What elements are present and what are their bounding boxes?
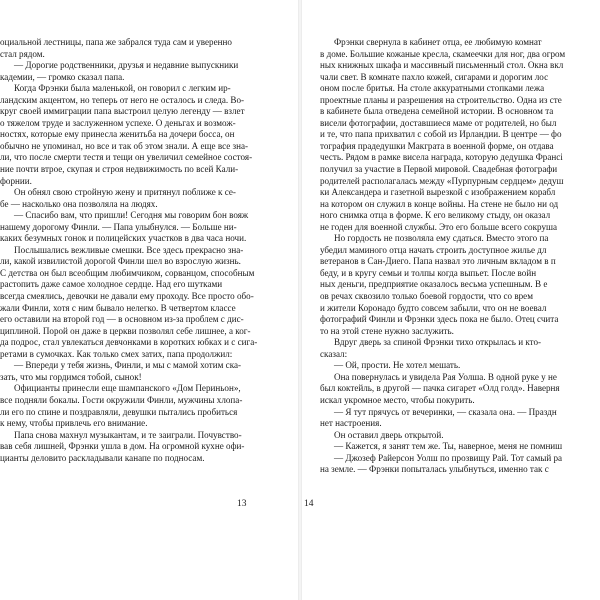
text-line: Он оставил дверь открытой. <box>334 429 444 440</box>
right-page-number: 14 <box>304 499 314 509</box>
text-line: нашему дорогому Финли. — Папа улыбнулся. — Больше ни- <box>0 221 237 232</box>
text-line: цианты деловито раскладывали канапе по подносам. <box>0 452 205 463</box>
text-line: — Впереди у тебя жизнь, Финли, и мы с мамой хотим ска- <box>14 360 242 371</box>
left-page <box>0 0 298 600</box>
text-line: на котором он служил в конце войны. На стене не было ни од <box>320 198 559 209</box>
text-line: проектные планы и разрешения на строительство. Одна из сте <box>320 94 562 105</box>
text-line: ных деньги, предприятие оказалось весьма успешным. В е <box>320 279 548 290</box>
text-line: тография прадедушки Макграта в военной форме, он отдава <box>320 140 554 151</box>
text-line: растопить даже самое холодное сердце. Над его шутками <box>0 279 223 290</box>
text-line: ных книжных шкафа и массивный письменный стол. Окна вкл <box>320 60 564 71</box>
text-line: и жители Коронадо будто совсем забыли, что он не воевал <box>320 302 547 313</box>
text-line: его оставили на второй год — в основном из-за проблем с дис- <box>0 314 244 325</box>
text-line: Фрэнки свернула в кабинет отца, ее любимую комнат <box>334 37 542 47</box>
text-line: ландским акцентом, но теперь от него не осталось и следа. Во- <box>0 94 245 105</box>
text-line: — Джозеф Райерсон Уолш по прозвищу Рай. Тот самый ра <box>334 452 563 463</box>
text-line: ретами в сумочках. Как только смех затих, папа продолжил: <box>0 348 233 359</box>
text-line: родителей располагалась между «Пурпурным сердцем» дедуш <box>320 175 564 186</box>
text-line: на земле. — Фрэнки попыталась улыбнуться, именно так с <box>320 464 549 475</box>
text-line: искал укромное место, чтобы покурить. <box>320 394 475 405</box>
text-line: был коктейль, в другой — пачка сигарет «Олд голд». Наверня <box>320 383 560 394</box>
text-line: о тяжелом труде и заслуженном успехе. О деньгах и возмож- <box>0 117 236 128</box>
text-line: — Кажется, я занят тем же. Ты, наверное, меня не помниш <box>334 441 563 452</box>
text-line: бе — насколько она позволяла на людях. <box>0 198 158 209</box>
text-line: обычно не упоминал, но все и так об этом знали. А еще все зна- <box>0 140 249 151</box>
text-line: ветеранов в Сан-Диего. Папа назвал это личным вкладом в п <box>320 256 556 267</box>
text-line: всегда смеялись, девочки не давали ему проходу. Все просто обо- <box>0 291 254 302</box>
text-line: стал рядом. <box>0 48 45 59</box>
text-line: к нему, чтобы привлечь его внимание. <box>0 418 148 429</box>
text-line: ов речах сквозило только боевой гордости, что со врем <box>320 291 533 302</box>
right-page-text <box>320 37 598 476</box>
text-line: то на этой стене нужно заслужить. <box>320 325 454 336</box>
right-page <box>302 0 600 600</box>
text-line: в кабинете была отведена семейной истории. В основном та <box>320 106 554 117</box>
text-line: Когда Фрэнки была маленькой, он говорил с легким ир- <box>14 83 231 94</box>
text-line: ли, какой извилистой дорогой Финли шел во взрослую жизнь. <box>0 256 241 267</box>
text-line: получил за участие в Первой мировой. Свадебная фотографи <box>320 164 558 175</box>
text-line: — Ой, прости. Не хотел мешать. <box>334 360 461 371</box>
text-line: ки Александера и газетной вырезкой с изображением корабл <box>320 187 556 198</box>
text-line: С детства он был всеобщим любимчиком, сорванцом, способным <box>0 267 255 278</box>
text-line: все подняли бокалы. Гости окружили Финли, мужчины хлопа- <box>0 394 243 405</box>
text-line: Официанты принесли еще шампанского «Дом Периньон», <box>14 383 241 394</box>
text-line: беду, и в кругу семьи и толпы когда выпьет. После войн <box>320 267 537 278</box>
text-line: Послышались вежливые смешки. Все здесь прекрасно зна- <box>14 244 244 255</box>
text-line: зать, что мы гордимся тобой, сынок! <box>0 371 142 382</box>
left-page-text <box>0 37 294 464</box>
text-line: фотографий Финли и Фрэнки здесь пока не было. Отец счита <box>320 314 559 325</box>
text-line: сказал: <box>320 348 348 359</box>
text-line: Она повернулась и увидела Рая Уолша. В одной руке у не <box>334 371 557 382</box>
text-line: чали свет. В комнате пахло кожей, сигарами и дорогим лос <box>320 71 549 82</box>
text-line: Он обнял свою стройную жену и притянул поближе к се- <box>14 187 236 198</box>
text-line: ного снимка отца в форме. К его великому стыду, он оказал <box>320 210 551 221</box>
text-line: каких безумных гонок и полицейских участков в два часа ночи. <box>0 233 247 244</box>
text-line: кадемии, — громко сказал папа. <box>0 71 125 82</box>
text-line: ли его по спине и поздравляли, девушки пытались пробиться <box>0 406 238 417</box>
text-line: оциальной лестницы, папа же забрался туда сам и уверенно <box>0 37 232 47</box>
text-line: Но гордость не позволяла ему сдаться. Вместо этого па <box>334 233 549 244</box>
text-line: ностях, которые ему принесла женитьба на дочери босса, он <box>0 129 235 140</box>
text-line: оном после бритья. На столе аккуратными стопками лежа <box>320 83 545 94</box>
text-line: циплиной. Порой он даже в церкви позволял себе лишнее, а ког- <box>0 325 251 336</box>
text-line: да подрос, стал увлекаться девчонками в коротких юбках и с сига- <box>0 337 258 348</box>
text-line: не годен для военной службы. Это его больше всего сокруша <box>320 221 558 232</box>
text-line: Вдруг дверь за спиной Фрэнки тихо открылась и кто- <box>334 337 542 348</box>
text-line: вав себя лишней, Фрэнки ушла в дом. На огромной кухне офи- <box>0 441 245 452</box>
text-line: — Спасибо вам, что пришли! Сегодня мы говорим бон вояж <box>14 210 249 221</box>
text-line: ние почти втрое, скупая и строя недвижимость по всей Кали- <box>0 164 239 175</box>
text-line: в доме. Большие кожаные кресла, скамеечки для ног, два огром <box>320 48 566 59</box>
text-line: нет настроения. <box>320 418 382 429</box>
text-line: круг своей иммиграции папа выстроил целую легенду — взлет <box>0 106 245 117</box>
text-line: честь. Рядом в рамке висела награда, которую дедушка Франсі <box>320 152 563 163</box>
text-line: убедил маминого отца начать строить доступное жилье дл <box>320 244 547 255</box>
left-page-number: 13 <box>237 499 247 509</box>
text-line: Папа снова махнул музыкантам, и те заиграли. Почувство- <box>14 429 242 440</box>
text-line: висели фотографии, доставшиеся маме от родителей, но был <box>320 117 557 128</box>
text-line: ли, что после смерти тестя и тещи он увеличил семейное состоя- <box>0 152 253 163</box>
text-line: — Дорогие родственники, друзья и недавние выпускники <box>14 60 239 71</box>
text-line: форнии. <box>0 175 32 186</box>
text-line: жали Финли, хотя с ним бывало нелегко. В четвертом классе <box>0 302 236 313</box>
text-line: — Я тут прячусь от вечеринки, — сказала она. — Праздн <box>334 406 557 417</box>
text-line: и те, что папа прихватил с собой из Ирландии. В центре — фо <box>320 129 562 140</box>
